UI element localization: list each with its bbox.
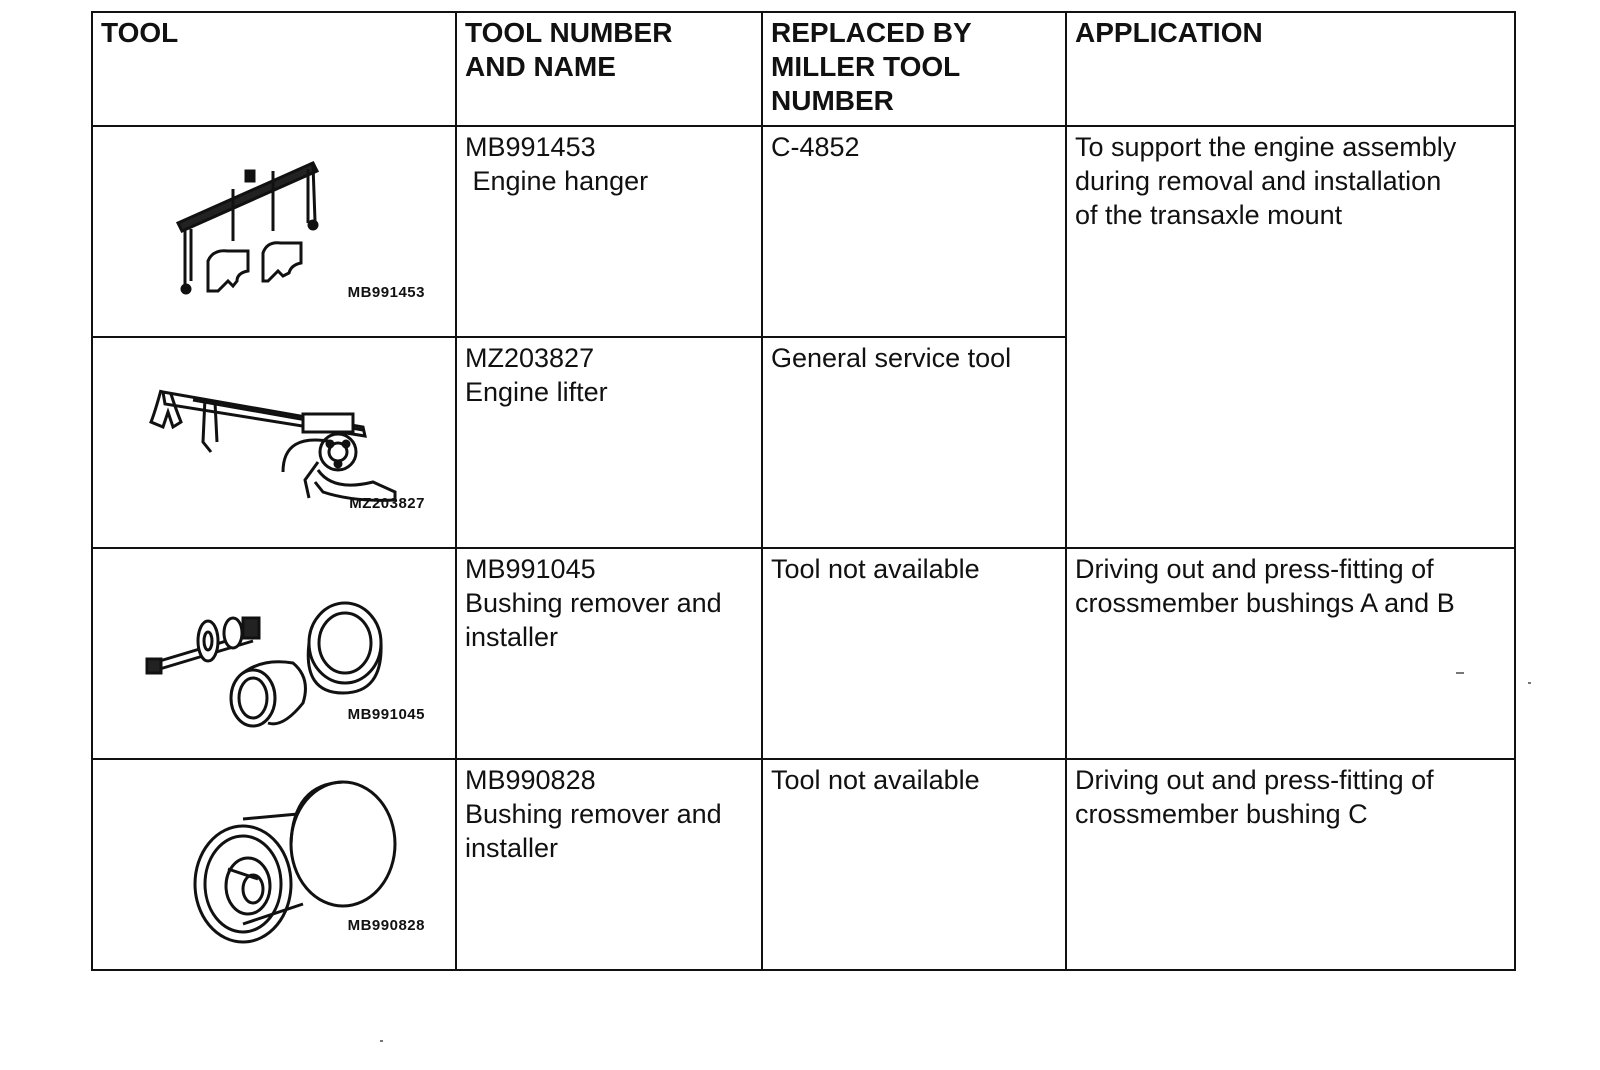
header-row — [92, 12, 1515, 126]
scan-speck — [1528, 682, 1531, 684]
table-row — [92, 548, 1515, 759]
tool-number-name-cell — [456, 126, 762, 337]
tool-number: MB991453 — [465, 132, 596, 162]
header-replaced-by: REPLACED BY MILLER TOOL NUMBER — [762, 12, 1066, 126]
tool-image-code: MB990828 — [347, 917, 425, 934]
tool-image-code: MB991045 — [347, 706, 425, 723]
tool-number: MB991045 — [465, 554, 596, 584]
tool-name: installer — [465, 833, 559, 863]
tool-name: Bushing remover and — [465, 799, 722, 829]
special-tools-table — [91, 11, 1516, 971]
replaced-by-cell: Tool not available — [762, 548, 1066, 759]
application-cell: Driving out and press-fitting of crossmember bushing C — [1066, 759, 1515, 970]
tool-image-cell — [92, 759, 456, 970]
tool-name: Engine lifter — [465, 377, 608, 407]
replaced-by-cell: General service tool — [762, 337, 1066, 548]
tool-image-cell — [92, 337, 456, 548]
table-row — [92, 126, 1515, 337]
scan-speck — [380, 1040, 383, 1042]
tool-number-name-cell — [456, 548, 762, 759]
tool-image-code: MB991453 — [347, 284, 425, 301]
tool-number: MZ203827 — [465, 343, 595, 373]
header-application: APPLICATION — [1066, 12, 1515, 126]
tool-name: Bushing remover and — [465, 588, 722, 618]
tool-number-name-cell — [456, 337, 762, 548]
replaced-by-cell: C-4852 — [762, 126, 1066, 337]
tool-image-cell — [92, 126, 456, 337]
tool-image-cell — [92, 548, 456, 759]
table-row — [92, 759, 1515, 970]
header-tool-number-name: TOOL NUMBER AND NAME — [456, 12, 762, 126]
header-tool: TOOL — [92, 12, 456, 126]
tool-number: MB990828 — [465, 765, 596, 795]
tool-name: Engine hanger — [465, 166, 649, 196]
tool-image-code: MZ203827 — [349, 495, 425, 512]
application-cell: To support the engine assembly during removal and installation of the transaxle mount — [1066, 126, 1515, 548]
tool-name: installer — [465, 622, 559, 652]
tool-number-name-cell — [456, 759, 762, 970]
replaced-by-cell: Tool not available — [762, 759, 1066, 970]
scan-speck — [1456, 672, 1464, 674]
application-cell: Driving out and press-fitting of crossmember bushings A and B — [1066, 548, 1515, 759]
